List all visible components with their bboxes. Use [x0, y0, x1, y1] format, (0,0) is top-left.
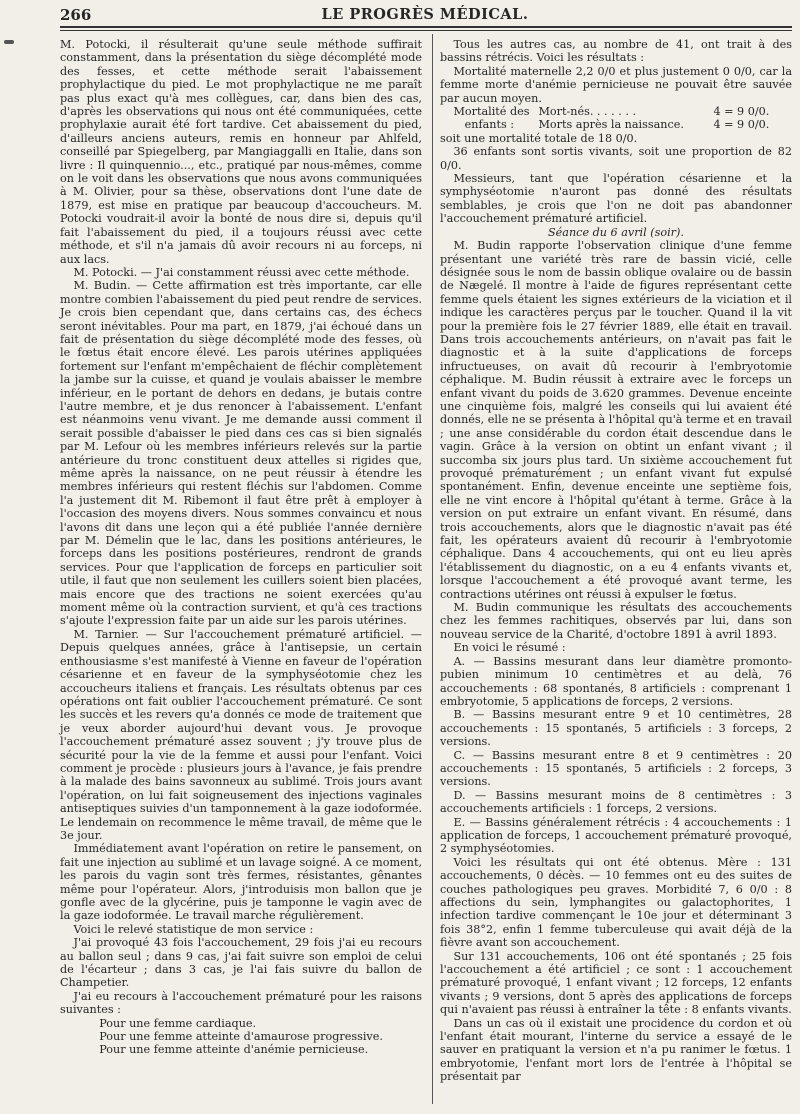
running-title: LE PROGRÈS MÉDICAL.: [321, 6, 529, 23]
paragraph: 36 enfants sont sortis vivants, soit une proportion de 82 0/0.: [440, 145, 792, 172]
paragraph: E. — Bassins généralement rétrécis : 4 accouchements : 1 application de forceps, 1 accouchement prématuré provoqué, 2 symphyséotomies.: [440, 815, 792, 856]
stat-item: Morts après la naissance.: [538, 118, 684, 132]
right-column: [440, 38, 792, 1084]
paragraph: Dans un cas où il existait une procidence du cordon et où l'enfant était mourant, l'interne du service a essayé de le sauver en pratiquant la version et n'a pu ranimer le fœtus. 1 embryotomie, l'enfant mort lors de l'entrée à l'hôpital se présentait par: [440, 1016, 792, 1084]
stat-item: Mort-nés. . . . . . .: [538, 105, 637, 119]
section-heading: Séance du 6 avril (soir).: [548, 225, 684, 239]
paragraph: M. Budin. — Cette affirmation est très importante, car elle montre combien l'abaissement du pied peut rendre de services. Je crois bien cependant que, dans certains cas, des échecs seront inévitables. Pour ma part, en 1879, j'ai échoué dans un fait de présentation du siège décomplété mode des fesses, où le fœtus était encore élevé. Les parois utérines appliquées fortement sur l'enfant m'empêchaient de fléchir complètement la jambe sur la cuisse, et quand je voulais abaisser le membre inférieur, en le portant de dehors en dedans, je butais contre l'autre membre, et je dus renoncer à l'abaissement. L'enfant est néanmoins venu vivant. Je me demande aussi comment il serait possible d'abaisser le pied dans ces cas si bien signalés par M. Lefour où les membres inférieurs relevés sur la partie antérieure du tronc constituent deux attelles si rigides que, même après la naissance, on ne peut réussir à étendre les membres inférieurs qui restent fléchis sur l'abdomen. Comme l'a justement dit M. Ribemont il faut être prêt à employer à l'occasion des moyens divers. Nous sommes convaincu et nous l'avons dit dans une leçon qui a été publiée l'année dernière par M. Démelin que le lac, dans les positions antérieures, le forceps dans les positions postérieures, rendront de grands services. Pour que l'application de forceps en particulier soit utile, il faut que non seulement les cuillers soient bien placées, mais encore que des tractions ne soient exercées qu'au moment même où la contraction survient, et qu'à ces tractions s'ajoute l'expression faite par un aide sur les parois utérines.: [60, 279, 422, 628]
list-item: Pour une femme cardiaque.: [99, 1016, 257, 1030]
left-column: [60, 38, 422, 1057]
column-divider: [432, 34, 433, 1104]
paragraph: M. Potocki, il résulterait qu'une seule méthode suffirait constamment, dans la présentation du siège décomplété mode des fesses, et cette méthode serait l'abaissement prophylactique du pied. Le mot prophylactique ne me paraît pas plus exact qu'à mes collègues, car, dans bien des cas, d'après les observations qui nous ont été communiquées, cette prophylaxie aurait été fort tardive. Cet abaissement du pied, d'ailleurs anciens auteurs, remis en honneur par Ahlfeld, conseillé par Spiegelberg, par Mangiaggalli en Italie, dans son livre : Il quinquennio..., etc., pratiqué par nous-mêmes, comme on le voit dans les observations que nous avons communiquées à M. Olivier, pour sa thèse, observations dont l'une date de 1879, est mise en pratique par beaucoup d'accoucheurs. M. Potocki voudrait-il avoir la bonté de nous dire si, depuis qu'il fait l'abaissement du pied, il a toujours réussi avec cette méthode, et s'il n'a jamais dû avoir recours ni au forceps, ni aux lacs.: [60, 38, 422, 266]
page-header: [60, 6, 790, 26]
paragraph: M. Tarnier. — Sur l'accouchement prématuré artificiel. — Depuis quelques années, grâce à l'antisepsie, un certain enthousiasme s'est manifesté à Vienne en faveur de l'opération césarienne et en faveur de la symphyséotomie chez les accoucheurs italiens et français. Les résultats obtenus par ces opérations ont fait oublier l'accouchement prématuré. Ce sont les succès et les revers qu'a donnés ce mode de traitement que je veux aborder aujourd'hui devant vous. Je provoque l'accouchement prématuré assez souvent ; j'y trouve plus de sécurité pour la vie de la femme et aussi pour l'enfant. Voici comment je procède : plusieurs jours à l'avance, je fais prendre à la malade des bains savonneux au sublimé. Trois jours avant l'opération, on lui fait soigneusement des injections vaginales antiseptiques suivies d'un tamponnement à la gaze iodoformée. Le lendemain on recommence le même travail, de même que le 3e jour.: [60, 627, 422, 842]
margin-mark: [4, 40, 14, 44]
paragraph: A. — Bassins mesurant dans leur diamètre promonto-pubien minimum 10 centimètres et au delà, 76 accouchements : 68 spontanés, 8 artificiels : comprenant 1 embryotomie, 5 applications de forceps, 2 versions.: [440, 654, 792, 708]
header-rule-thick: [60, 26, 792, 28]
paragraph: Tous les autres cas, au nombre de 41, ont trait à des bassins rétrécis. Voici les résultats :: [440, 38, 792, 65]
paragraph: Mortalité maternelle 2,2 0/0 et plus justement 0 0/0, car la femme morte d'anémie pernicieuse ne pouvait être sauvée par aucun moyen.: [440, 64, 792, 105]
stat-row: [453, 105, 792, 118]
paragraph: D. — Bassins mesurant moins de 8 centimètres : 3 accouchements artificiels : 1 forceps, 2 versions.: [440, 788, 792, 816]
paragraph: Immédiatement avant l'opération on retire le pansement, on fait une injection au sublimé et un lavage soigné. A ce moment, les parois du vagin sont très fermes, résistantes, gênantes même pour l'opérateur. Alors, j'introduisis mon ballon que je gonfle avec de la glycérine, puis je tamponne le vagin avec de la gaze iodoformée. Le travail marche régulièrement.: [60, 842, 422, 923]
list-item: Pour une femme atteinte d'amaurose progressive.: [99, 1030, 383, 1044]
stat-row: [453, 118, 792, 131]
paragraph: En voici le résumé :: [453, 641, 566, 655]
list-item: Pour une femme atteinte d'anémie pernicieuse.: [99, 1043, 369, 1057]
paragraph: M. Budin communique les résultats des accouchements chez les femmes rachitiques, observés par lui, dans son nouveau service de la Charité, d'octobre 1891 à avril 1893.: [440, 601, 792, 641]
paragraph: B. — Bassins mesurant entre 9 et 10 centimètres, 28 accouchements : 15 spontanés, 5 artificiels : 3 forceps, 2 versions.: [440, 708, 792, 749]
paragraph: Messieurs, tant que l'opération césarienne et la symphyséotomie n'auront pas donné des résultats semblables, je crois que l'on ne doit pas abandonner l'accouchement prématuré artificiel.: [440, 172, 792, 226]
paragraph: Sur 131 accouchements, 106 ont été spontanés ; 25 fois l'accouchement a été artificiel ; ce sont : 1 accouchement prématuré provoqué, 1 enfant vivant ; 12 forceps, 12 enfants vivants ; 9 versions, dont 5 après des applications de forceps qui n'avaient pas réussi à entraîner la tête : 8 enfants vivants.: [440, 949, 792, 1017]
mortality-table: [440, 105, 792, 132]
paragraph: Voici les résultats qui ont été obtenus. Mère : 131 accouchements, 0 décès. — 10 femmes ont eu des suites de couches pathologiques peu graves. Morbidité 7, 6 0/0 : 8 affections du sein, lymphangites ou galactophorites, 1 infection tardive commençant le 10e jour et déterminant 3 fois 38°2, enfin 1 femme tuberculeuse qui avait déjà de la fièvre avant son accouchement.: [440, 855, 792, 950]
page-number: 266: [60, 6, 92, 24]
paragraph: C. — Bassins mesurant entre 8 et 9 centimètres : 20 accouchements : 15 spontanés, 5 artificiels : 2 forceps, 3 versions.: [440, 748, 792, 789]
header-rule-thin: [60, 30, 792, 31]
paragraph: M. Budin rapporte l'observation clinique d'une femme présentant une variété très rare de bassin vicié, celle désignée sous le nom de bassin oblique ovalaire ou de bassin de Nægelé. Il montre à l'aide de figures représentant cette femme quels étaient les signes extérieurs de la viciation et il indique les caractères perçus par le toucher. Quand il la vit pour la première fois le 27 février 1889, elle était en travail. Dans trois accouchements antérieurs, on n'avait pas fait le diagnostic et à la suite d'applications de forceps infructueuses, on avait dû recourir à l'embryotomie céphalique. M. Budin réussit à extraire avec le forceps un enfant vivant du poids de 3.620 grammes. Devenue enceinte une cinquième fois, malgré les conseils qui lui avaient été donnés, elle ne se présenta à l'hôpital qu'à terme et en travail ; une anse considérable du cordon était descendue dans le vagin. Grâce à la version on obtint un enfant vivant ; il succomba six jours plus tard. Un sixième accouchement fut provoqué prématurément ; un enfant vivant fut expulsé spontanément. Enfin, devenue enceinte une septième fois, elle ne vint encore à l'hôpital qu'étant à terme. Grâce à la version on put extraire un enfant vivant. En résumé, dans trois accouchements, alors que le diagnostic n'avait pas été fait, les opérateurs avaient dû recourir à l'embryotomie céphalique. Dans 4 accouchements, qui ont eu lieu après l'établissement du diagnostic, on a eu 4 enfants vivants et, lorsque l'accouchement a été provoqué avant terme, les contractions utérines ont réussi à expulser le fœtus.: [440, 239, 792, 601]
stat-value: 4 = 9 0/0.: [713, 118, 770, 132]
paragraph: M. Potocki. — J'ai constamment réussi avec cette méthode.: [73, 265, 410, 279]
stat-value: 4 = 9 0/0.: [713, 105, 770, 119]
stat-label: enfants :: [464, 118, 515, 132]
paragraph: J'ai eu recours à l'accouchement prématuré pour les raisons suivantes :: [60, 989, 422, 1017]
stat-label: Mortalité des: [453, 105, 530, 119]
paragraph: J'ai provoqué 43 fois l'accouchement, 29 fois j'ai eu recours au ballon seul ; dans 9 cas, j'ai fait suivre son emploi de celui de l'écarteur ; dans 3 cas, je l'ai fais suivre du ballon de Champetier.: [60, 936, 422, 990]
paragraph: soit une mortalité totale de 18 0/0.: [440, 131, 638, 145]
paragraph: Voici le relevé statistique de mon service :: [73, 922, 314, 936]
